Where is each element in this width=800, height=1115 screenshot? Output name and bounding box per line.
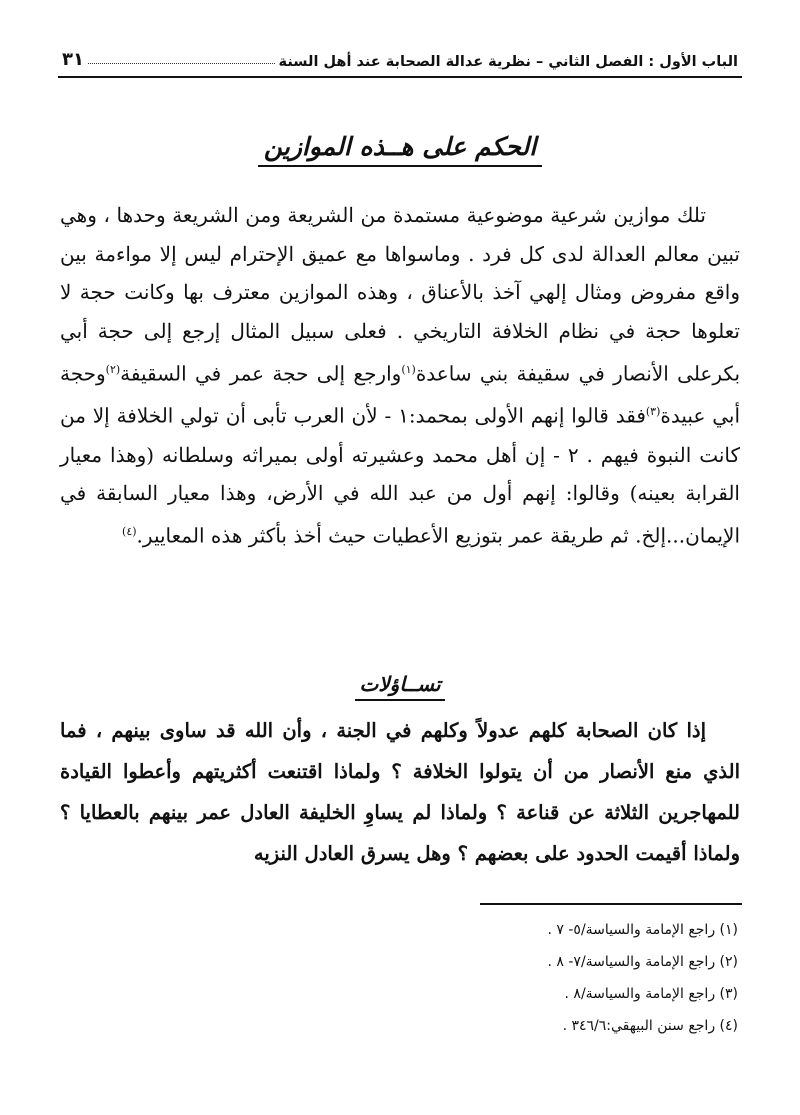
p1-line-10: حيث أخذ بأكثر هذه المعايير. — [136, 523, 367, 548]
footnote-rule — [480, 903, 742, 905]
p1-line-4: وكانت حجة لا تعلوها حجة في نظام الخلافة التاريخي . فعلى سبيل المثال إرجع — [60, 280, 740, 344]
p1-line-3: مواءمة بين واقع مفروض ومثال إلهي آخذ بالأعناق ، وهذه الموازين معترف بها — [60, 241, 741, 305]
paragraph-scales — [60, 196, 740, 555]
p1-line-6b: وحجة أبي عبيدة — [60, 361, 741, 428]
p2-line-1: إذا كان الصحابة كلهم عدولاً وكلهم في الجنة ، وأن الله قد ساوى بينهم ، — [95, 719, 706, 742]
footnote-4: (٤) راجع سنن البيهقي:٣٤٦/٦ . — [562, 1018, 738, 1034]
subheading-questions — [60, 672, 740, 696]
subheading-text: تســاؤلات — [355, 672, 444, 701]
footnote-2: (٢) راجع الإمامة والسياسة/٧- ٨ . — [547, 954, 738, 970]
p1-line-6c: فقد قالوا إنهم الأولى بمحمد:١ - لأن العرب تأبى — [252, 403, 646, 428]
p2-line-3: القيادة للمهاجرين الثلاثة عن قناعة ؟ ولماذا لم يساوِ الخليفة العادل عمر بينهم — [60, 760, 740, 824]
section-heading-text: الحكم على هــذه الموازين — [258, 132, 542, 167]
page-number: ٣١ — [62, 49, 84, 70]
p1-line-9: الأرض، وهذا معيار السابقة في الإيمان...إلخ. ثم طريقة عمر بتوزيع الأعطيات — [60, 481, 740, 548]
footnote-3: (٣) راجع الإمامة والسياسة/٨ . — [564, 986, 738, 1002]
p1-line-5b: وارجع إلى حجة عمر في — [195, 361, 402, 386]
p2-line-4: بالعطايا ؟ ولماذا أقيمت الحدود على بعضهم ؟ وهل يسرق العادل النزيه — [60, 801, 740, 865]
footnote-1: (١) راجع الإمامة والسياسة/٥- ٧ . — [547, 922, 738, 938]
header-rule — [58, 76, 742, 78]
paragraph-questions — [60, 710, 740, 874]
footnote-ref-1: (١) — [401, 362, 416, 376]
footnote-ref-4: (٤) — [122, 524, 137, 538]
p1-line-5: إلى حجة أبي بكرعلى الأنصار في سقيفة بني ساعدة — [60, 319, 741, 386]
footnote-ref-2: (٢) — [105, 362, 121, 376]
p1-line-1: تلك موازين شرعية موضوعية مستمدة من الشريعة ومن الشريعة وحدها ، — [103, 203, 706, 227]
p2-line-2: فما الذي منع الأنصار من أن يتولوا الخلافة ؟ ولماذا اقتنعت أكثريتهم وأعطوا — [60, 719, 740, 783]
p1-line-2: وهي تبين معالم العدالة لدى كل فرد . وماسواها مع عميق الإحترام ليس إلا — [60, 203, 740, 266]
p1-line-6: السقيفة — [120, 361, 187, 386]
footnotes — [60, 914, 738, 1042]
section-heading — [60, 132, 740, 161]
p1-line-7: أن تولي الخلافة إلا من كانت النبوة فيهم . ٢ - إن أهل محمد وعشيرته أولى — [60, 403, 741, 467]
footnote-ref-3: (٣) — [645, 405, 661, 419]
running-title: الباب الأول : الفصل الثاني – نظرية عدالة الصحابة عند أهل السنة — [278, 54, 738, 70]
running-header — [62, 40, 738, 70]
header-dot-leader — [88, 63, 275, 64]
p1-line-8: بميراثه وسلطانه (وهذا معيار القرابة بعينه) وقالوا: إنهم أول من عبد الله في — [60, 442, 740, 506]
